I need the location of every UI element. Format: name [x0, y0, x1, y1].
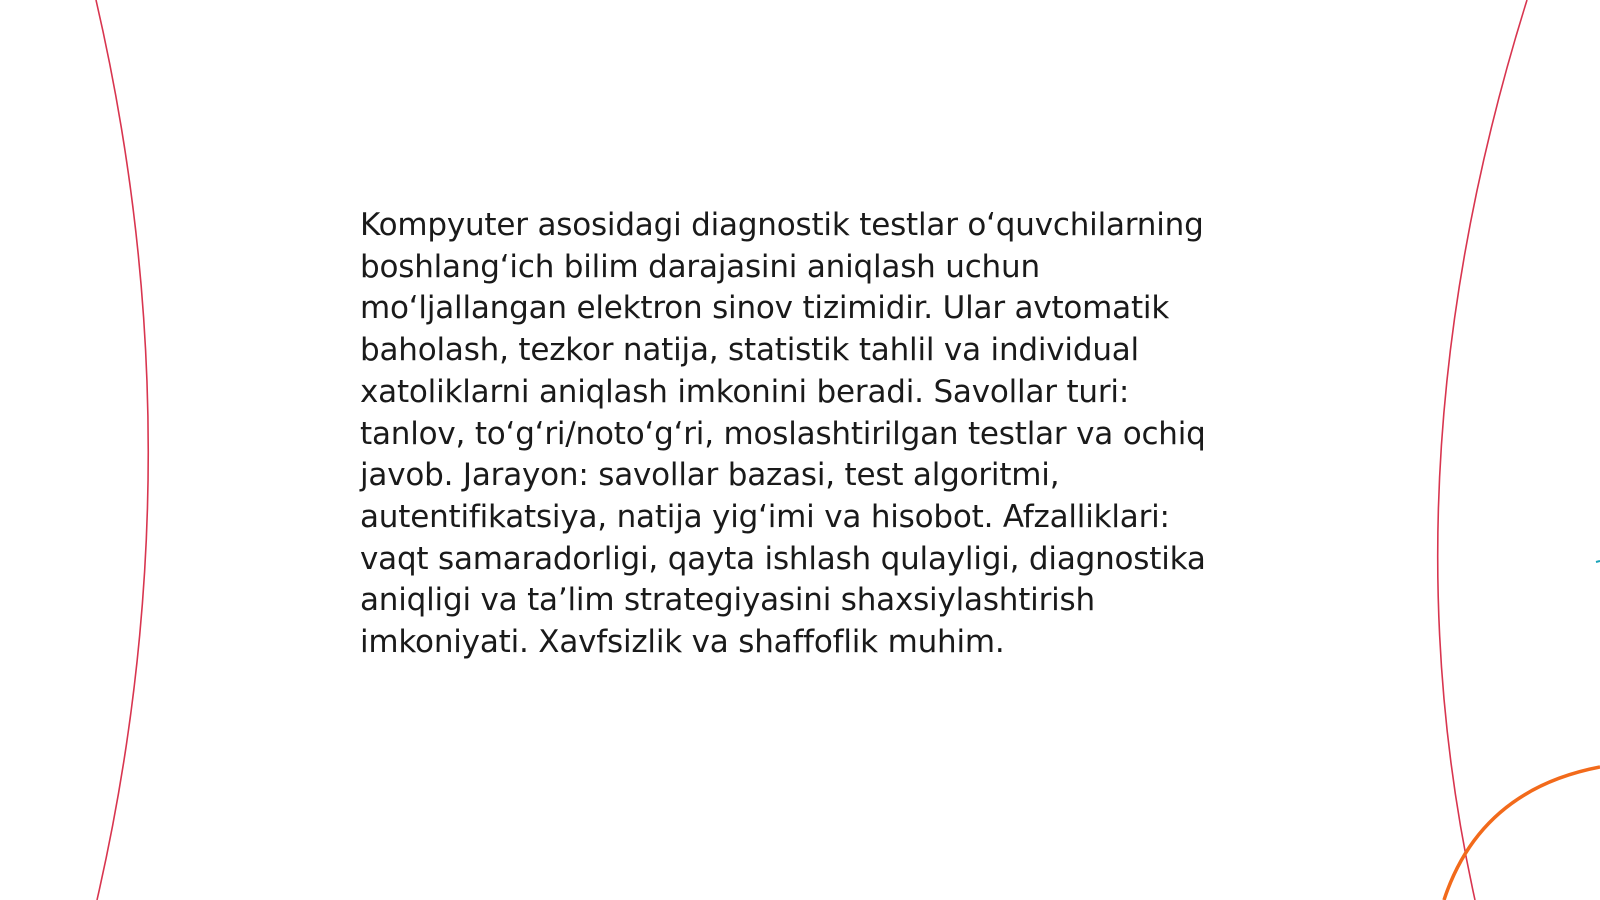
teal-accent-mark: [1596, 561, 1600, 562]
right-curve-line: [1438, 0, 1527, 900]
slide-body-text: Kompyuter asosidagi diagnostik testlar o‘quvchilarning boshlang‘ich bilim darajasini aniqlash uchun mo‘ljallangan elektron sinov tizimidir. Ular avtomatik baholash, tezkor natija, statistik tahlil va individual xatoliklarni aniqlash imkonini beradi. Savollar turi: tanlov, to‘g‘ri/noto‘g‘ri, moslashtirilgan testlar va ochiq javob. Jarayon: savollar bazasi, test algoritmi, autentifikatsiya, natija yig‘imi va hisobot. Afzalliklari: vaqt samaradorligi, qayta ishlash qulayligi, diagnostika aniqligi va ta’lim strategiyasini shaxsiylashtirish imkoniyati. Xavfsizlik va shaffoflik muhim.: [360, 207, 1206, 661]
orange-arc: [1444, 767, 1600, 900]
left-curve-line: [96, 0, 148, 900]
